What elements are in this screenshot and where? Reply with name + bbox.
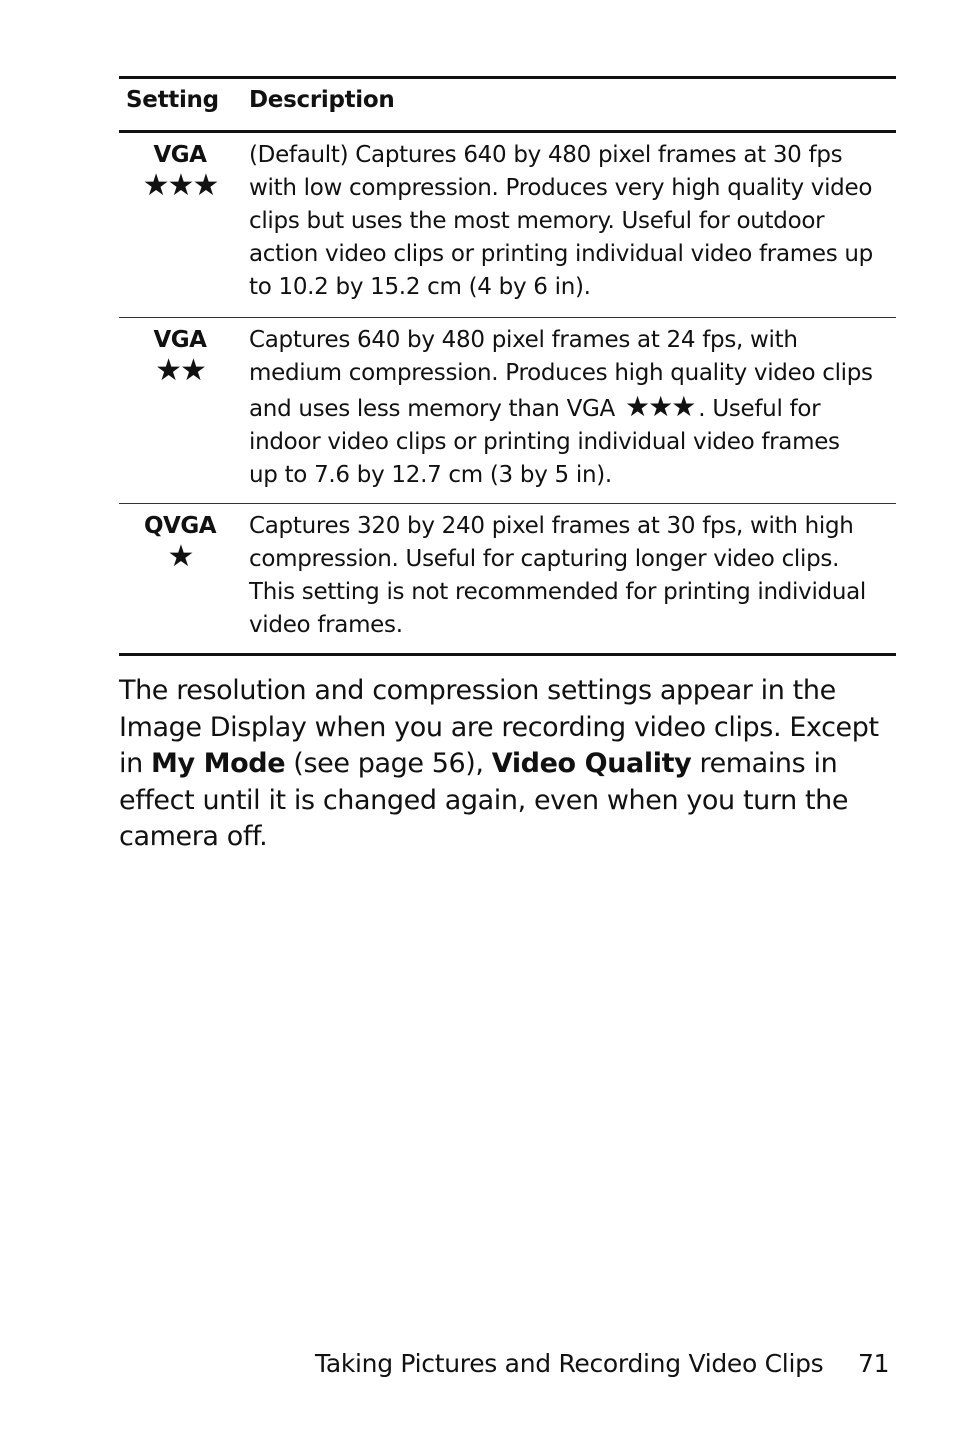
table-row: [119, 504, 896, 656]
description-line: with low compression. Produces very high quality video: [249, 175, 873, 201]
star-rating-icon: ★: [167, 539, 193, 574]
description-line: (Default) Captures 640 by 480 pixel frames at 30 fps: [249, 142, 843, 168]
description-line: compression. Useful for capturing longer video clips.: [249, 546, 840, 572]
description-line: Captures 640 by 480 pixel frames at 24 fps, with: [249, 327, 798, 353]
description-line: video frames.: [249, 612, 403, 638]
description-line: Captures 320 by 240 pixel frames at 30 fps, with high: [249, 513, 854, 539]
paragraph-text: remains in effect until it is changed again, even when you turn the camera off.: [119, 748, 849, 852]
paragraph-bold-term: Video Quality: [491, 748, 692, 779]
description-cell: [249, 324, 896, 492]
table-row: [119, 318, 896, 504]
footer-page-number: 71: [858, 1349, 890, 1378]
setting-cell: [119, 326, 241, 386]
description-line: [249, 390, 896, 426]
setting-name: QVGA: [143, 513, 217, 539]
header-description: Description: [249, 87, 395, 113]
description-line: indoor video clips or printing individual video frames: [249, 429, 840, 455]
description-text: . Useful for: [698, 396, 821, 422]
table-row: [119, 133, 896, 318]
paragraph-text: The resolution and compression settings appear in the Image Display when you are recording video clips. Except in: [119, 675, 879, 779]
description-line: clips but uses the most memory. Useful for outdoor: [249, 208, 825, 234]
body-paragraph: [119, 673, 899, 856]
paragraph-text: (see page 56),: [285, 748, 492, 779]
star-rating-icon: ★★★: [142, 168, 218, 203]
description-line: medium compression. Produces high quality video clips: [249, 360, 873, 386]
setting-name: VGA: [153, 142, 207, 168]
setting-cell: [119, 512, 241, 572]
setting-name: VGA: [153, 327, 207, 353]
description-line: action video clips or printing individual video frames up: [249, 241, 873, 267]
inline-star-icon: ★★★: [624, 390, 695, 423]
description-line: This setting is not recommended for printing individual: [249, 579, 867, 605]
description-cell: [249, 139, 896, 304]
description-cell: [249, 510, 896, 642]
paragraph-bold-term: My Mode: [151, 748, 286, 779]
setting-cell: [119, 141, 241, 201]
header-setting: Setting: [126, 87, 219, 113]
star-rating-icon: ★★: [155, 353, 205, 388]
description-line: to 10.2 by 15.2 cm (4 by 6 in).: [249, 274, 591, 300]
description-line: up to 7.6 by 12.7 cm (3 by 5 in).: [249, 462, 612, 488]
table-header-row: [119, 79, 896, 133]
footer-chapter-title: Taking Pictures and Recording Video Clips: [315, 1349, 824, 1378]
description-text: and uses less memory than VGA: [249, 396, 615, 422]
video-quality-table: [119, 76, 896, 656]
